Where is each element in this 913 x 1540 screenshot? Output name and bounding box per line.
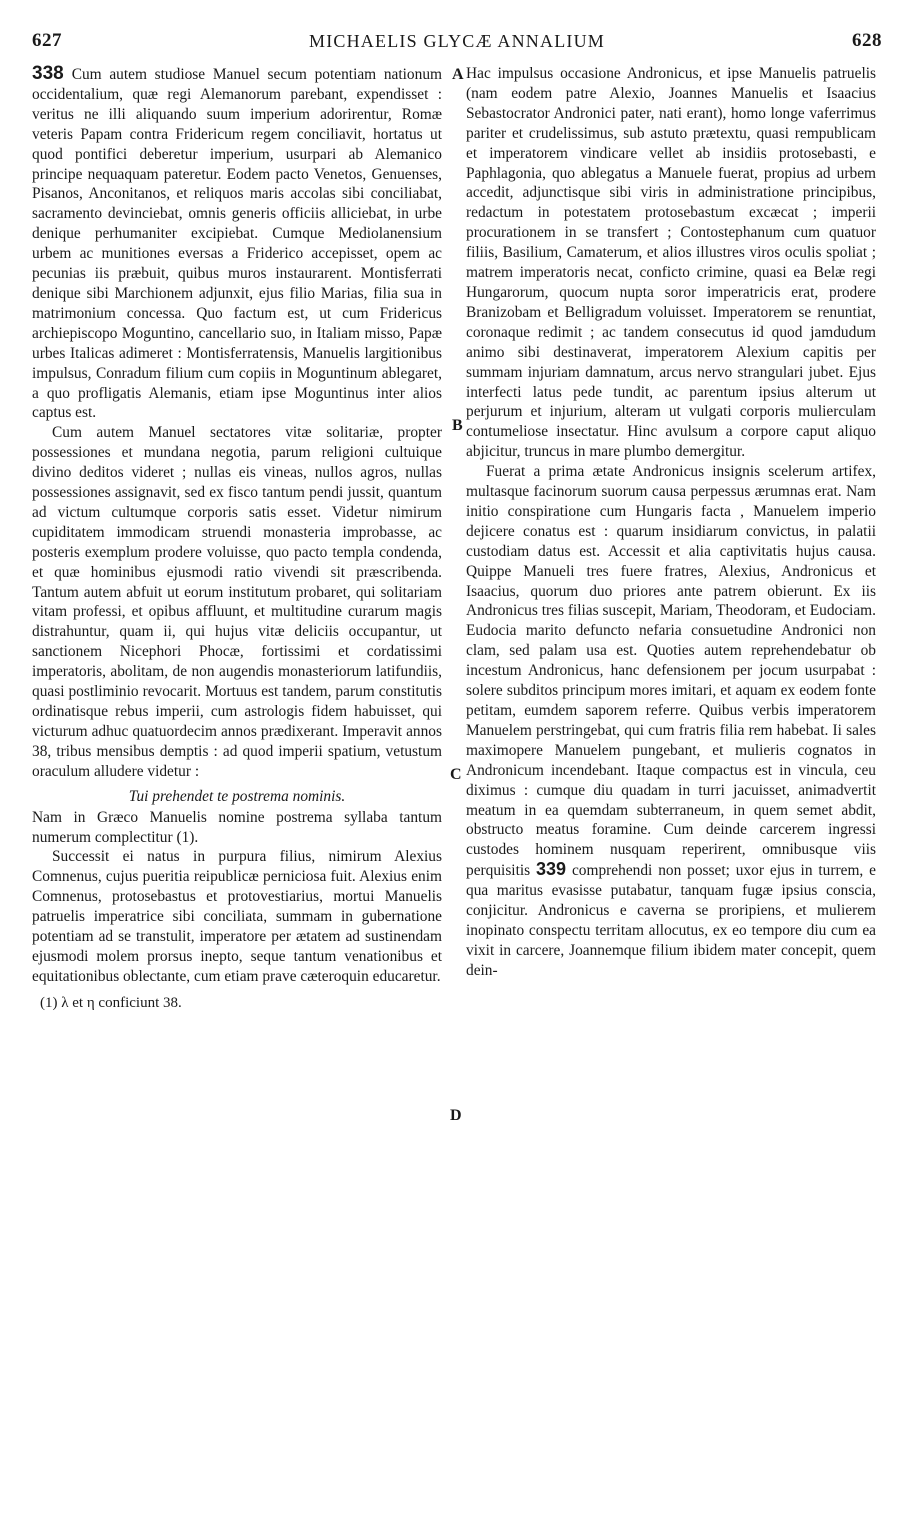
oracle-verse: Tui prehendet te postrema nominis.	[128, 787, 346, 805]
left-paragraph-1	[32, 64, 442, 423]
left-paragraph-4: Successit ei natus in purpura filius, nimirum Alexius Comnenus, cujus pueritia reipublicæ perniciosa fuit. Alexius enim Comnenus, protosebastus et protovestiarius, mortui Manuelis patruelis imperatrice sibi conciliata, summam in gubernatione potentiam ad se transtulit, imperatore per ætatem ad sustinendam ejusmodi molem prorsus inepto, seque tantum venationibus et equitationibus oblectante, cum etiam prave cæteroquin educaretur.	[32, 848, 442, 985]
margin-letter-c: C	[450, 766, 462, 783]
left-paragraph-2: Cum autem Manuel sectatores vitæ solitariæ, propter possessiones et mundana negotia, parum religioni cultuique divino deditos videret ; nullas eis vineas, nullos agros, nullas possessiones assignavit, sed ex fisco tantum pendi jussit, quantum ad victum cultumque corporis satis esset. Videtur nimirum cupiditatem immodicam struendi monasteria improbasse, ac posteris exemplum prodere voluisse, quo pacto templa condenda, et quæ hominibus ejusmodi ratio vivendi sit præscribenda. Tantum autem abfuit ut eorum institutum probaret, qui solitariam vitam professi, et opibus affluunt, et multitudine curarum magis distrahuntur, quam ii, qui hujus vitæ deliciis occupantur, ut sanctionem Nicephori Phocæ, fortissimi et cordatissimi imperatoris, abolitam, de non augendis monasteriorum latifundiis, quasi postliminio revocarit. Mortuus est tandem, parum constitutis ordinatisque rebus imperii, cum astrologis fidem habuisset, qui victurum adhuc quatuordecim annos prædixerant. Imperavit annos 38, tribus mensibus demptis : ad quod imperii spatium, vetustum oraculum alludere videtur :	[32, 424, 442, 780]
right-paragraph-2-text-b: comprehendi non posset; uxor ejus in turrem, e qua maritus evasisse putabatur, tanquam fugæ ipsius conscia, conjicitur. Andronicus e caverna se proripiens, et mulierem inopinato conspectu territam allocutus, ex eo tempore diu cum ea vixit in carcere, Joannemque filium ibidem mater concepit, quem dein-	[466, 862, 876, 979]
right-column	[466, 64, 876, 981]
left-column	[32, 64, 442, 1013]
section-number: 338	[32, 63, 64, 84]
left-paragraph-1-text: Cum autem studiose Manuel secum potentiam nationum occidentalium, quæ regi Alemanorum parebant, expendisset : veritus ne illi aliquando suum imperium adorirentur, Romæ veteris Papam contra Fridericum regem conciliavit, hortatus ut quod pontifici deberetur imperium, usurpari ab Alemanico principe nequaquam pateretur. Eodem pacto Venetos, Genuenses, Pisanos, Anconitanos, et reliquos maris accolas sibi conciliabat, sacramento devinciebat, omnis generis officiis alliciebat, in urbe denique perhumaniter excipiebat. Cumque Mediolanensium urbem ac munitiones eversas a Friderico accepisset, opem ac pecunias iis præbuit, quibus muros instaurarent. Montisferrati denique sibi Marchionem adjunxit, ejus filio Marias, filia sua in matrimonium concessa. Quo factum est, ut cum Fridericus archiepiscopo Moguntino, cancellario suo, in Italiam misso, Papæ urbes Italicas adimeret : Montisferratensis, Manuelis largitionibus impulsus, Conradum filium cum copiis in Moguntinum ablegaret, a quo profligatis Alemanis, etiam ipse Moguntinus inter alios captus est.	[32, 66, 442, 422]
left-paragraph-3: Nam in Græco Manuelis nomine postrema syllaba tantum numerum complectitur (1).	[32, 808, 442, 846]
page-header	[32, 30, 882, 58]
section-number-inline: 339	[536, 859, 567, 880]
right-paragraph-2-text-a: Fuerat a prima ætate Andronicus insignis scelerum artifex, multasque facinorum suorum causa perpessus ærumnas erat. Nam initio conspiratione cum Hungaris facta , Manuelem imperio dejicere conatus est : quarum insidiarum convictus, in palatii custodiam datus est. Accessit et alia captivitatis hujus causa. Quippe Manueli tres fuere fratres, Alexius, Andronicus et Isaacius, quorum duo priores ante patrem obierunt. Ex iis Andronicus tres filias suscepit, Mariam, Theodoram, et Eudociam. Eudocia marito defuncto nefaria consuetudine Andronici non clam, sed palam usa est. Quoties autem reprehendebatur ob incestum Andronicus, hanc defensionem per jocum usurpabat : solere subditos principum mores imitari, et aquam ex eodem fonte petitam, eumdem saporem referre. Quibus verbis imperatorem Manuelem perstringebat, qui cum fratris filia rem habebat. Ii sales maximopere Manuelem pungebant, et mulieris cognatos in Andronicum incendebant. Itaque compactus est in vincula, ceu diximus : cumque diu quadam in turri jacuisset, animadvertit meatum in ea quemdam subterraneum, in quem semet abdit, obstructo meatus foramine. Cum deinde carcerem ingressi custodes hominem nusquam reperirent, omnibusque viis perquisitis	[466, 463, 876, 880]
margin-letter-d: D	[450, 1107, 462, 1124]
footnote: (1) λ et η conficiunt 38.	[40, 994, 182, 1011]
margin-letter-a: A	[452, 66, 464, 83]
right-paragraph-1: Hac impulsus occasione Andronicus, et ipse Manuelis patruelis (nam eodem patre Alexio, Joannes Manuelis et Isaacius Sebastocrator Andronici pater, nati erant), homo longe vaferrimus pariter et crudelissimus, sub astuto prætextu, quasi rempublicam et imperatorem vindicare vellet ab insidiis protosebasti, e Paphlagonia, quo ablegatus a Manuele fuerat, propius ad urbem accedit, adjunctisque sibi viris in administratione principibus, redactum in potestatem protosebastum excæcat ; imperii procurationem in se transfert ; Contostephanum cum quatuor filiis, Basilium, Camaterum, et alios illustres viros oculis spoliat ; matrem imperatoris necat, conficto crimine, quasi ea Belæ regi Hungarorum, quocum nupta soror imperatricis erat, prodere Branizobam et Belligradum voluisset. Imperatorem se renuntiat, coronaque redimit ; ac tandem consecutus id quod jamdudum animo sibi destinaverat, imperatorem Alexium capitis per summam injuriam damnatum, arcus nervo strangulari jubet. Ejus interfecti latus pede tundit, ac parentum ipsius alterum ut perjurum et injurium, alteram ut vulgati corporis mulierculam contumeliose insectatur. Hinc avulsum a corpore caput aliquo abjicitur, truncus in mare plumbo demergitur.	[466, 65, 876, 461]
margin-letter-b: B	[452, 417, 463, 434]
right-paragraph-2	[466, 462, 876, 981]
running-title: MICHAELIS GLYCÆ ANNALIUM	[309, 31, 605, 51]
page-number-left: 627	[32, 30, 62, 51]
page-number-right: 628	[852, 30, 882, 51]
